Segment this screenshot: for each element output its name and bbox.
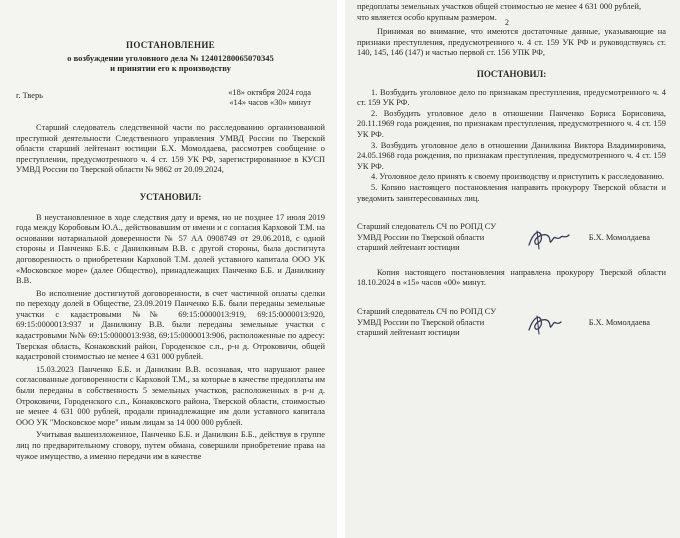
considering-paragraph: Принимая во внимание, что имеются достаточные данные, указывающие на признаки преступления, предусмотренного ч. 4 ст. 159 УК РФ и руководствуясь ст. 140, 145, 146 (147) и частью первой ст. 156 УПК РФ, [357,27,666,58]
place-date-row [16,88,325,109]
signature-block-1 [357,222,666,254]
date-time [228,88,311,109]
document-date: «18» октября 2024 года [228,87,311,97]
city: г. Тверь [16,90,44,100]
signer-title-1 [357,222,517,254]
resolved-heading: ПОСТАНОВИЛ: [476,68,547,79]
handwritten-signature-2 [523,308,583,338]
resolution-item: 1. Возбудить уголовное дело по признакам преступления, предусмотренного ч. 4 ст. 159 УК РФ. [357,87,666,108]
paragraph-1: В неустановленное в ходе следствия дату и время, но не позднее 17 июля 2019 года между Коробовым Ю.А., действовавшим от имени и с согласия Карховой Т.М. на основании нотариальной доверенности № 57 АА 0908749 от 29.06.2018, с одной стороны и Панченко Б.Б. с Данилкиным В.В. с другой стороны, была достигнута договоренность о приобретении Карховой Т.М. долей уставного капитала ООО УК «Московское море» (далее Общество), принадлежащих Панченко Б.Б. и Данилкину В.В. [16,212,325,286]
continued-text [357,2,666,23]
subtitle-line: и принятии его к производству [110,63,231,74]
signer-title-2 [357,307,517,339]
signer-rank: старший лейтенант юстиции [357,328,460,338]
signer-rank: старший лейтенант юстиции [357,243,460,253]
resolution-item: 3. Возбудить уголовное дело в отношении Данилкина Виктора Владимировича, 24.05.1968 года рождения, по признакам преступления, предусмотренного ч. 4 ст. 159 УК РФ. [357,140,666,171]
page-number: 2 [505,18,509,27]
signature-block-2 [357,307,666,339]
resolution-item: 2. Возбудить уголовное дело в отношении Панченко Бориса Борисовича, 20.11.1969 года рождения, по признакам преступления, предусмотренного ч. 4 ст. 159 УК РФ. [357,108,666,139]
signer-name-1: Б.Х. Момолдаева [588,232,650,242]
signer-position: Старший следователь СЧ по РОПД СУ [357,222,497,232]
paragraph-3: 15.03.2023 Панченко Б.Б. и Данилкин В.В. осознавая, что нарушают ранее согласованные договоренности с Карховой Т.М., за которые в качестве предоплаты им были переданы в собственность 5 земельных участков, расположенных в р-н д. Отроковичи, Городенского с.п., Конаковского района, Тверской области, стоимостью не менее 4 631 000 рублей, продали принадлежащие им доли уставного капитала ООО УК "Московское море" иным лицам за 14 000 000 рублей. [16,364,325,427]
signer-name-2: Б.Х. Момолдаева [588,317,650,327]
intro-paragraph: Старший следователь следственной части по расследованию организованной преступной деятельности Следственного управления УМВД России по Тверской области старший лейтенант юстиции Б.Х. Момолдаева, рассмотрев сообщение о преступлении, предусмотренного ч. 4 ст. 159 УК РФ, зарегистрированное в КУСП УМВД России по Тверской области № 9862 от 20.09.2024, [16,122,325,175]
established-heading: УСТАНОВИЛ: [139,191,202,202]
document-page-1 [0,0,337,538]
resolution-items [357,88,666,205]
paragraph-4: Учитывая вышеизложенное, Панченко Б.Б. и Данилкин Б.Б., действуя в группе лиц по предварительному сговору, путем обмана, совершили приобретение права на чужое имущество, а именно передачи им в качестве [16,430,325,461]
document-time: «14» часов «30» минут [229,98,311,108]
document-page-2 [345,0,680,538]
paragraph-2: Во исполнение достигнутой договоренности, в счет частичной оплаты сделки по переходу долей в Обществе, 23.09.2019 Панченко Б.Б. были переданы земельные участки с кадастровыми №№ 69:15:0000013:919, 69:15:0000013:920, 69:15:0000013:937 и Данилкину В.В. были переданы земельные участки с кадастровыми №№ 69:15:0000013:938, 69:15:0000013:906, расположенные по адресу: Тверская область, Конаковский район, Городенское с.п., р-н д. Отроковичи, общей кадастровой стоимостью не менее 4 631 000 рублей. [16,288,325,362]
copy-note: Копия настоящего постановления направлена прокурору Тверской области 18.10.2024 в «15» часов «00» минут. [357,267,666,288]
resolution-item: 4. Уголовное дело принять к своему производству и приступить к расследованию. [371,172,665,182]
continued-line-2: что является особо крупным размером. [357,12,497,22]
signer-organization: УМВД России по Тверской области [357,232,485,242]
signer-position: Старший следователь СЧ по РОПД СУ [357,307,497,317]
page-gap [337,0,345,538]
signer-organization: УМВД России по Тверской области [357,317,485,327]
document-title: ПОСТАНОВЛЕНИЕ [126,40,215,50]
continued-line-1: предоплаты земельных участков общей стоимостью не менее 4 631 000 рублей, [357,2,642,11]
case-number-line: о возбуждении уголовного дела № 12401280065070345 [67,52,274,63]
handwritten-signature-1 [523,223,583,253]
resolution-item: 5. Копию настоящего постановления направить прокурору Тверской области и уведомить заинтересованных лиц. [357,182,666,203]
